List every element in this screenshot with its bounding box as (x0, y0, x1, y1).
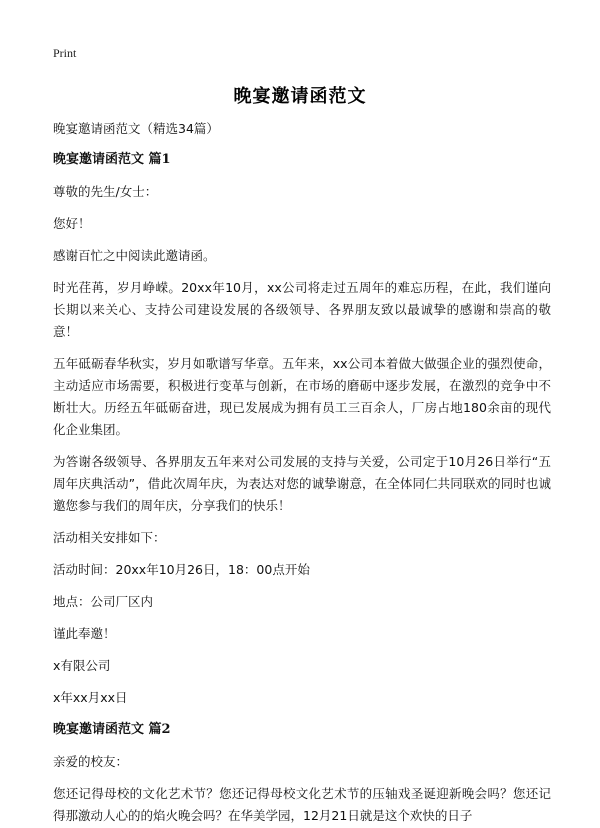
paragraph: 时光荏苒，岁月峥嵘。20xx年10月，xx公司将走过五周年的难忘历程，在此，我们谨向长期以来关心、支持公司建设发展的各级领导、各界朋友致以最诚挚的感谢和崇高的敬意！ (53, 280, 551, 339)
document-body (53, 118, 551, 828)
event-location: 地点：公司厂区内 (53, 594, 154, 609)
document-subtitle: 晚宴邀请函范文（精选34篇） (53, 121, 219, 136)
article-heading: 晚宴邀请函范文 篇2 (53, 722, 171, 737)
article-section-2 (53, 719, 551, 827)
event-time: 活动时间：20xx年10月26日，18：00点开始 (53, 562, 310, 577)
closing: 谨此奉邀！ (53, 626, 116, 641)
paragraph: 为答谢各级领导、各界朋友五年来对公司发展的支持与关爱，公司定于10月26日举行“五周年庆典活动”，借此次周年庆，为表达对您的诚挚谢意，在全体同仁共同联欢的同时也诚邀您参与我们的周年庆，分享我们的快乐！ (53, 454, 551, 513)
paragraph: 五年砥砺春华秋实，岁月如歌谱写华章。五年来，xx公司本着做大做强企业的强烈使命，主动适应市场需要，积极进行变革与创新，在市场的磨砺中逐步发展，在激烈的竞争中不断壮大。历经五年砥砺奋进，现已发展成为拥有员工三百余人，厂房占地180余亩的现代化企业集团。 (53, 356, 551, 437)
article-heading: 晚宴邀请函范文 篇1 (53, 152, 171, 167)
salutation: 亲爱的校友： (53, 754, 129, 769)
paragraph: 您还记得母校的文化艺术节？您还记得母校文化艺术节的压轴戏圣诞迎新晚会吗？您还记得那激动人心的的焰火晚会吗？在华美学园，12月21日就是这个欢快的日子 (53, 786, 551, 823)
signature-company: x有限公司 (53, 658, 111, 673)
paragraph: 活动相关安排如下： (53, 530, 166, 545)
signature-date: x年xx月xx日 (53, 690, 128, 705)
article-section-1 (53, 149, 551, 709)
print-link[interactable]: Print (53, 46, 77, 60)
paragraph: 感谢百忙之中阅读此邀请函。 (53, 248, 216, 263)
page-title: 晚宴邀请函范文 (233, 86, 367, 107)
greeting: 您好！ (53, 216, 91, 231)
salutation: 尊敬的先生/女士： (53, 184, 158, 199)
